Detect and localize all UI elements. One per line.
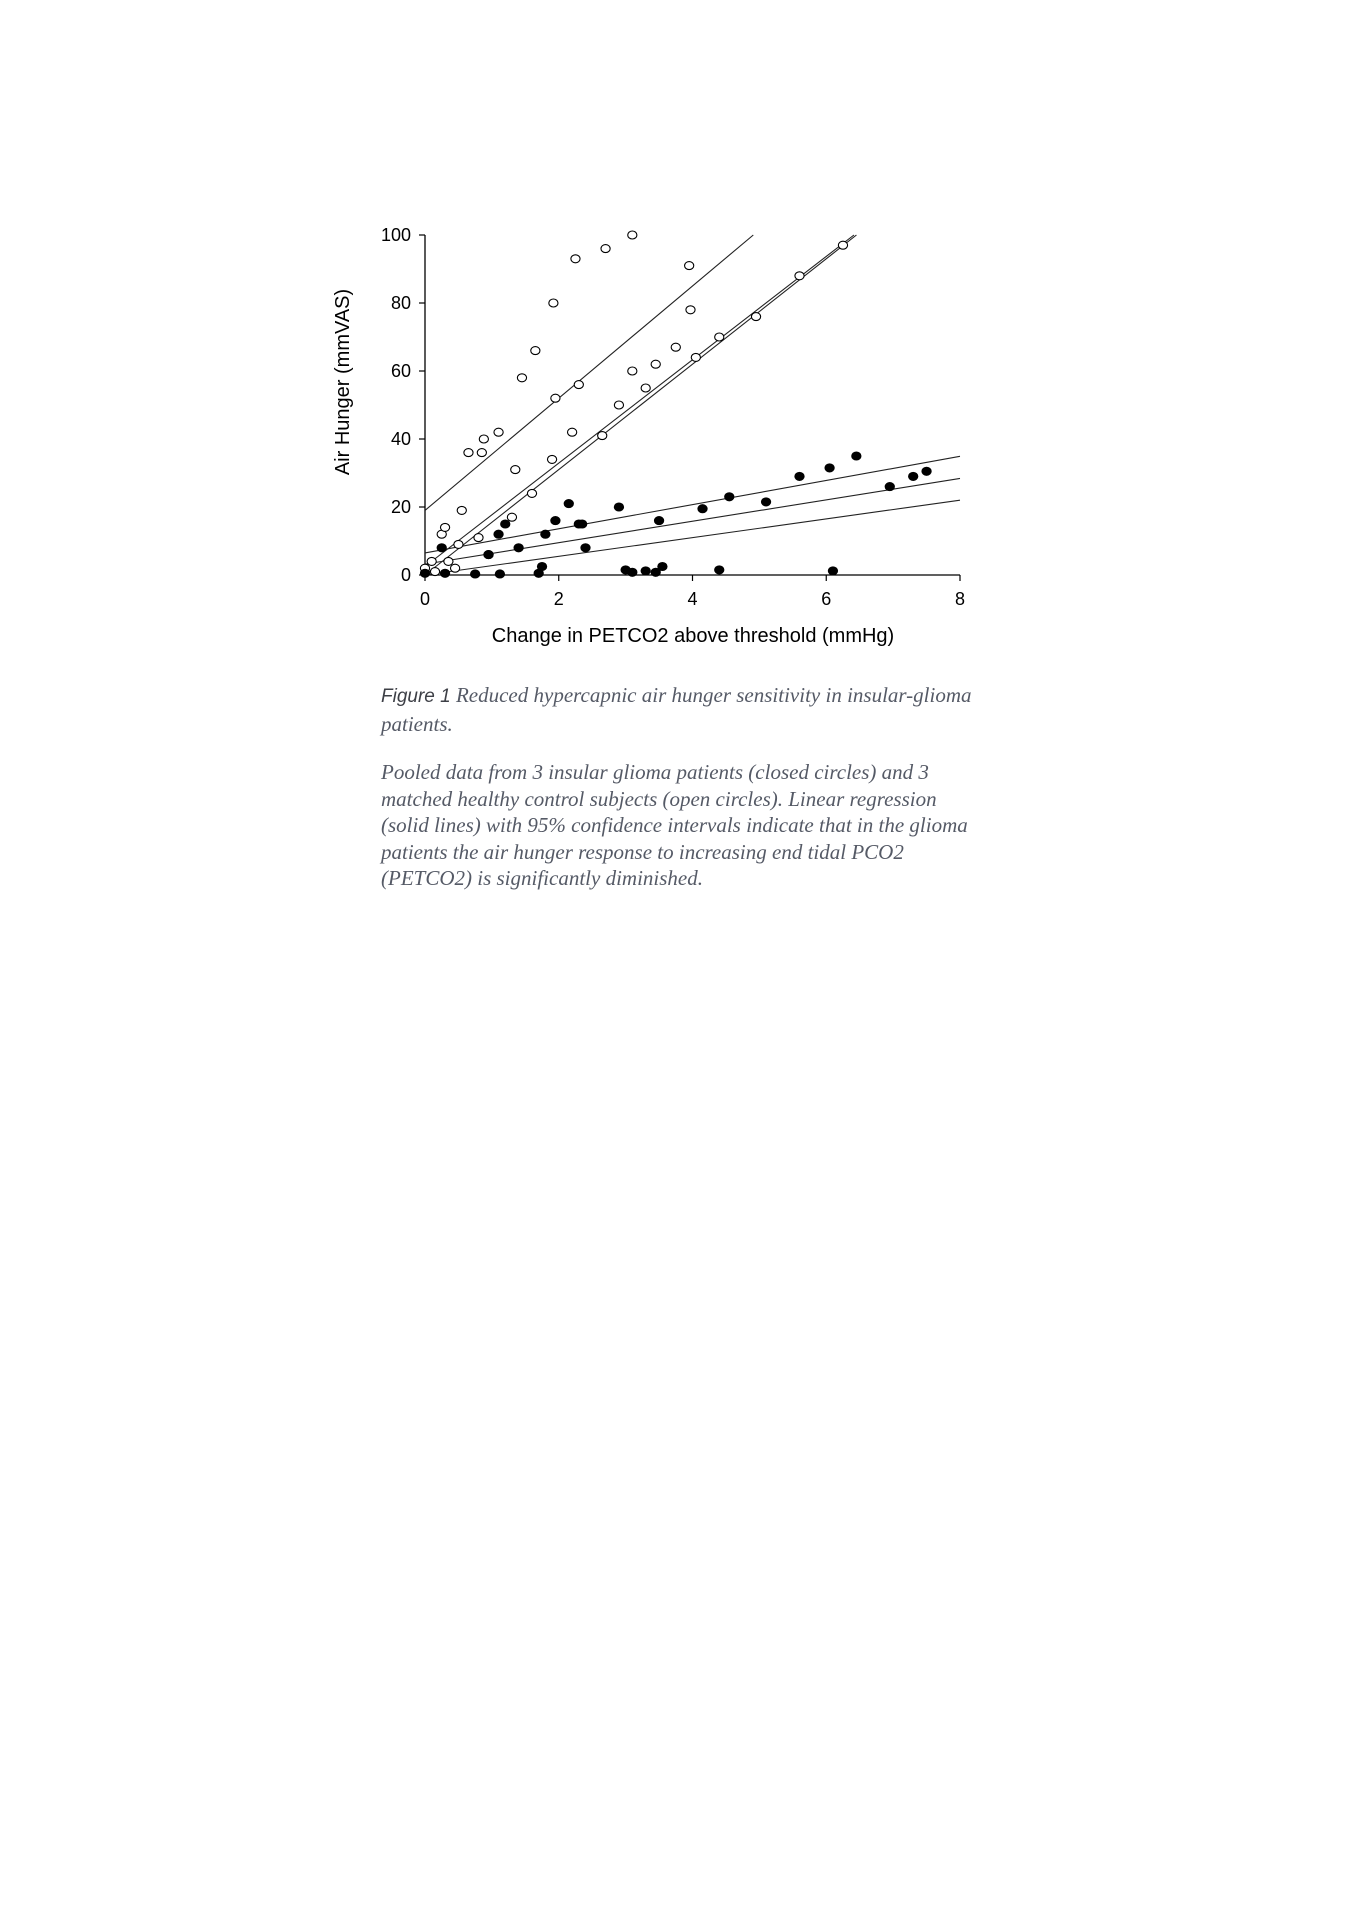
control-point bbox=[686, 306, 695, 314]
patient-point bbox=[471, 570, 480, 578]
patient-point bbox=[614, 503, 623, 511]
y-tick-label: 100 bbox=[380, 225, 411, 245]
y-tick-label: 40 bbox=[390, 429, 411, 449]
axes bbox=[381, 225, 965, 609]
patient-point bbox=[909, 472, 918, 480]
x-tick-label: 6 bbox=[821, 589, 832, 609]
patient-point bbox=[484, 551, 493, 559]
control-point bbox=[494, 428, 503, 436]
patient-point bbox=[420, 569, 429, 577]
ci-upper-line bbox=[425, 235, 753, 510]
regression-line bbox=[425, 235, 854, 567]
patient-point bbox=[501, 520, 510, 528]
control-point bbox=[641, 384, 650, 392]
y-tick-label: 0 bbox=[400, 565, 411, 585]
control-point bbox=[427, 557, 436, 565]
control-point bbox=[549, 299, 558, 307]
control-point bbox=[440, 523, 449, 531]
patient-point bbox=[551, 517, 560, 525]
control-point bbox=[628, 367, 637, 375]
control-point bbox=[685, 262, 694, 270]
patient-point bbox=[658, 563, 667, 571]
patient-point bbox=[715, 566, 724, 574]
control-point bbox=[464, 449, 473, 457]
control-point bbox=[568, 428, 577, 436]
x-tick-label: 4 bbox=[687, 589, 698, 609]
control-point bbox=[444, 557, 453, 565]
figure-label: Figure 1 bbox=[381, 686, 451, 707]
control-point bbox=[715, 333, 724, 341]
control-point bbox=[614, 401, 623, 409]
patient-point bbox=[761, 498, 770, 506]
control-point bbox=[838, 241, 847, 249]
patient-point bbox=[440, 569, 449, 577]
figure-title: Reduced hypercapnic air hunger sensitivity in insular-glioma patients. bbox=[381, 683, 972, 736]
patient-point bbox=[852, 452, 861, 460]
patient-point bbox=[437, 544, 446, 552]
control-point bbox=[628, 231, 637, 239]
patient-point bbox=[494, 530, 503, 538]
control-point bbox=[479, 435, 488, 443]
y-tick-label: 80 bbox=[390, 293, 411, 313]
patient-point bbox=[514, 544, 523, 552]
control-point bbox=[531, 347, 540, 355]
control-point bbox=[671, 343, 680, 351]
control-point bbox=[511, 466, 520, 474]
control-point bbox=[474, 534, 483, 542]
control-point bbox=[601, 245, 610, 253]
control-point bbox=[551, 394, 560, 402]
patient-point bbox=[922, 467, 931, 475]
x-tick-label: 2 bbox=[553, 589, 564, 609]
y-tick-label: 20 bbox=[390, 497, 411, 517]
patient-point bbox=[725, 493, 734, 501]
figure-description: Pooled data from 3 insular glioma patients (closed circles) and 3 matched healthy control subjects (open circles). Linear regression (solid lines) with 95% confidence intervals indicate that in the glioma patients the air hunger response to increasing end tidal PCO2 (PETCO2) is significantly diminished. bbox=[381, 760, 968, 890]
control-point bbox=[598, 432, 607, 440]
control-point bbox=[507, 513, 516, 521]
control-point bbox=[571, 255, 580, 263]
figure-caption-block bbox=[381, 682, 981, 892]
patient-point bbox=[654, 517, 663, 525]
x-axis-title: Change in PETCO2 above threshold (mmHg) bbox=[491, 625, 895, 647]
patient-point bbox=[828, 567, 837, 575]
patient-point bbox=[628, 568, 637, 576]
x-tick-label: 8 bbox=[954, 589, 966, 609]
patient-point bbox=[581, 544, 590, 552]
patient-point bbox=[541, 530, 550, 538]
control-point bbox=[430, 568, 439, 576]
y-tick-label: 60 bbox=[390, 361, 411, 381]
patient-point bbox=[885, 483, 894, 491]
control-point bbox=[527, 489, 536, 497]
y-axis-title: Air Hunger (mmVAS) bbox=[332, 288, 354, 476]
patient-point bbox=[698, 505, 707, 513]
control-point bbox=[751, 313, 760, 321]
control-point bbox=[450, 564, 459, 572]
control-point bbox=[795, 272, 804, 280]
patient-point bbox=[578, 520, 587, 528]
control-point bbox=[477, 449, 486, 457]
patient-point bbox=[795, 472, 804, 480]
control-point bbox=[454, 540, 463, 548]
figure-caption bbox=[381, 682, 981, 737]
patient-point bbox=[495, 570, 504, 578]
control-point bbox=[574, 381, 583, 389]
control-point bbox=[547, 455, 556, 463]
data-points bbox=[420, 231, 931, 578]
control-point bbox=[517, 374, 526, 382]
scatter-chart bbox=[320, 215, 980, 655]
control-point bbox=[691, 353, 700, 361]
patient-point bbox=[564, 500, 573, 508]
patient-point bbox=[825, 464, 834, 472]
control-point bbox=[457, 506, 466, 514]
chart-svg bbox=[320, 215, 980, 655]
x-tick-label: 0 bbox=[419, 589, 431, 609]
patient-point bbox=[537, 563, 546, 571]
patient-point bbox=[641, 567, 650, 575]
control-point bbox=[651, 360, 660, 368]
